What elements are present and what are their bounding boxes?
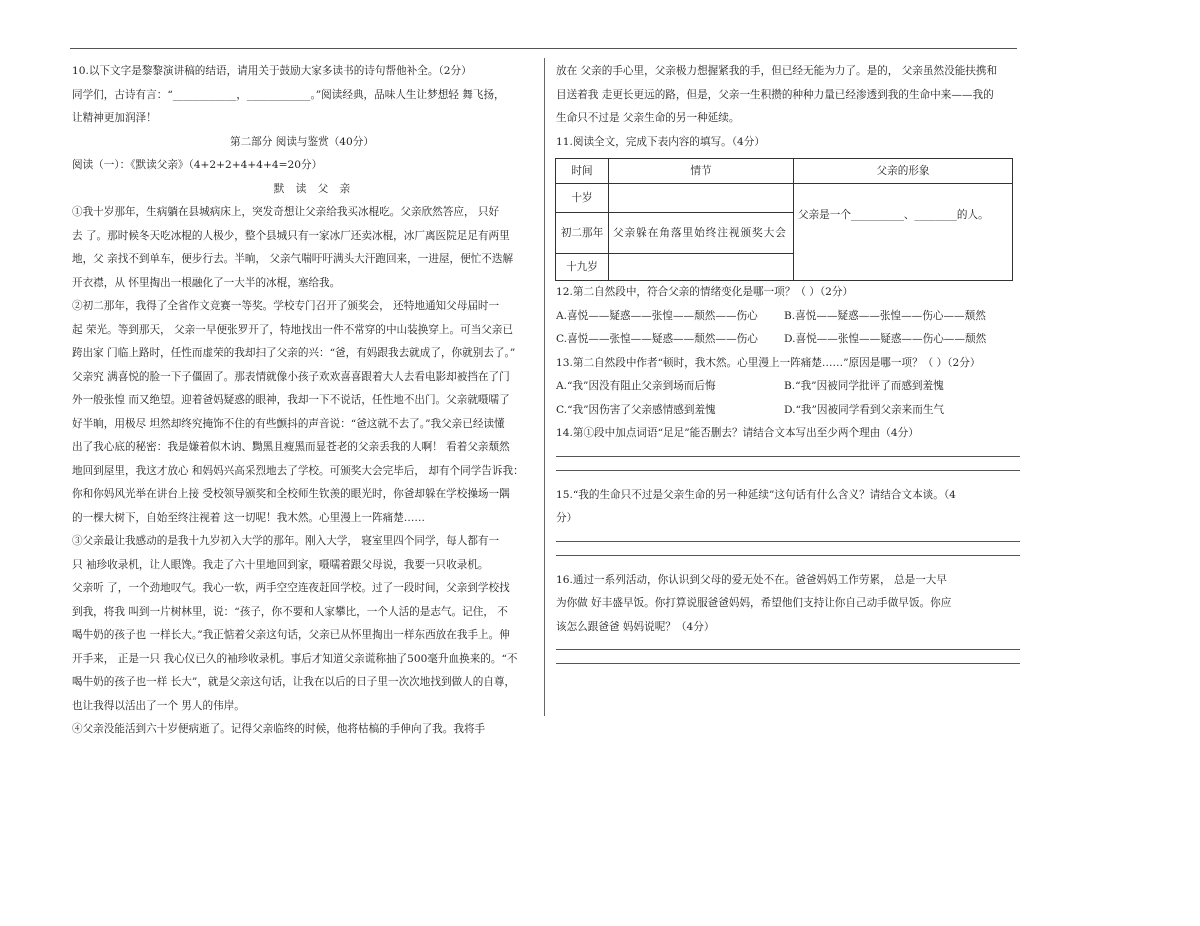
q10-line: 同学们，古诗有言：“____________，____________。”阅读经典，品味人生让梦想轻 舞飞扬， [72, 88, 505, 101]
q13-option-c[interactable]: C.“我”因伤害了父亲感情感到羞愧 [556, 403, 716, 416]
passage-line: 到我，将我 叫到一片树林里，说：“孩子，你不要和人家攀比，一个人活的是志气。记住， 不 [72, 605, 508, 618]
table-header-image: 父亲的形象 [794, 159, 1013, 184]
table-plot-cell[interactable] [609, 254, 794, 281]
q16-answer-line[interactable] [556, 649, 1020, 650]
table-header-row [556, 159, 1013, 184]
table-row [556, 184, 1013, 213]
q13-option-d[interactable]: D.“我”因被同学看到父亲来而生气 [784, 403, 945, 416]
passage-line: ②初二那年，我得了全省作文竞赛一等奖。学校专门召开了颁奖会， 还特地通知父母届时一 [72, 300, 500, 312]
q12-option-a[interactable]: A.喜悦——疑惑——张惶——颓然——伤心 [556, 309, 758, 322]
passage-line: 开衣襟，从 怀里掏出一根融化了一大半的冰棍，塞给我。 [72, 276, 341, 289]
column-divider [544, 58, 545, 716]
passage-line: 你和你妈风光举在讲台上接 受校领导颁奖和全校师生钦羡的眼光时，你爸却躲在学校操场一隅 [72, 488, 510, 500]
passage-line: 跨出家 门临上路时，任性而虚荣的我却扫了父亲的兴：“爸，有妈跟我去就成了，你就别去了。” [72, 347, 516, 359]
passage-line: 的一棵大树下，自始至终注视着 这一切呢！我木然。心里漫上一阵痛楚…… [72, 511, 425, 524]
q11-table [555, 158, 1013, 281]
q11-prompt: 11.阅读全文，完成下表内容的填写。（4分） [556, 135, 765, 148]
q13-options-row [556, 375, 1022, 399]
table-header-time: 时间 [556, 159, 609, 184]
q15-prompt: 15.“我的生命只不过是父亲生命的另一种延续”这句话有什么含义？请结合文本谈。（4 [556, 488, 956, 501]
passage-line: 外一般张惶 而又绝望。迎着爸妈疑惑的眼神，我却一下不说话，任性地不出门。父亲就嗫嚅了 [72, 394, 510, 406]
q12-option-b[interactable]: B.喜悦——疑惑——张惶——伤心——颓然 [784, 309, 986, 322]
right-column [556, 60, 1022, 677]
passage-line: 起 荣光。等到那天， 父亲一早便张罗开了，特地找出一件不常穿的中山装换穿上。可当父亲已 [72, 323, 514, 336]
table-image-cell[interactable]: 父亲是一个__________、________的人。 [794, 184, 1013, 281]
passage-line: 地回到屋里，我这才放心 和妈妈兴高采烈地去了学校。可颁奖大会完毕后， 却有个同学告诉我： [72, 464, 524, 477]
q16-answer-line[interactable] [556, 663, 1020, 664]
q14-answer-line[interactable] [556, 470, 1020, 471]
q15-prompt: 分） [556, 512, 578, 524]
table-time-cell: 十岁 [556, 184, 609, 213]
passage-cont-line: 生命只不过是 父亲生命的另一种延续。 [556, 112, 740, 124]
passage-line: 也让我得以活出了一个 男人的伟岸。 [72, 699, 245, 712]
q12-option-d[interactable]: D.喜悦——张惶——疑惑——伤心——颓然 [784, 333, 987, 345]
q14-answer-line[interactable] [556, 456, 1020, 457]
table-plot-cell: 父亲躲在角落里始终注视颁奖大会 [609, 213, 794, 254]
table-time-cell: 初二那年 [556, 213, 609, 254]
passage-line: 开手来， 正是一只 我心仪已久的袖珍收录机。事后才知道父亲谎称抽了500毫升血换来的。“不 [72, 652, 518, 665]
table-plot-cell[interactable] [609, 184, 794, 213]
section-title: 第二部分 阅读与鉴赏（40分） [230, 135, 374, 148]
passage-line: ④父亲没能活到六十岁便病逝了。记得父亲临终的时候，他将枯槁的手伸向了我。我将手 [72, 723, 486, 735]
q12-option-c[interactable]: C.喜悦——张惶——疑惑——颓然——伤心 [556, 333, 758, 345]
q16-prompt: 16.通过一系列活动，你认识到父母的爱无处不在。爸爸妈妈工作劳累， 总是一大早 [556, 573, 947, 586]
q15-answer-line[interactable] [556, 555, 1020, 556]
passage-cont-line: 目送着我 走更长更远的路，但是，父亲一生积攒的种种力量已经渗透到我的生命中来——我的 [556, 88, 994, 101]
reading-header: 阅读（一）：《默读父亲》（4+2+2+4+4+4=20分） [72, 159, 323, 171]
passage-line: 好半晌，用极尽 坦然却终究掩饰不住的有些颤抖的声音说：“爸这就不去了。”我父亲已经读懂 [72, 417, 505, 430]
passage-line: 出了我心底的秘密：我是嫌着似木讷、黝黑且瘦黑而显苍老的父亲丢我的人啊！ 看着父亲颓然 [72, 441, 510, 453]
q13-option-b[interactable]: B.“我”因被同学批评了而感到羞愧 [784, 380, 944, 392]
q16-prompt: 为你做 好丰盛早饭。你打算说服爸爸妈妈，希望他们支持让你自己动手做早饭。你应 [556, 597, 952, 609]
passage-line: 父亲听 了，一个劲地叹气。我心一软，两手空空连夜赶回学校。过了一段时间，父亲到学校找 [72, 582, 510, 594]
passage-line: 只 袖珍收录机，让人眼馋。我走了六十里地回到家，嗫嚅着跟父母说，我要一只收录机。 [72, 558, 489, 571]
q12-prompt: 12.第二自然段中，符合父亲的情绪变化是哪一项？（ ）（2分） [556, 286, 854, 298]
top-rule [70, 48, 1017, 49]
q13-options-row [556, 399, 1022, 423]
passage-line: 父亲究 满喜悦的脸一下子僵固了。那表情就像小孩子欢欢喜喜跟着大人去看电影却被挡在了门 [72, 370, 510, 383]
passage-line: ①我十岁那年，生病躺在县城病床上，突发奇想让父亲给我买冰棍吃。父亲欣然答应， 只好 [72, 206, 500, 218]
left-column [72, 60, 532, 742]
passage-line: ③父亲最让我感动的是我十九岁初入大学的那年。刚入大学， 寝室里四个同学，每人都有一 [72, 535, 500, 547]
q13-option-a[interactable]: A.“我”因没有阻止父亲到场而后悔 [556, 380, 716, 392]
q13-prompt: 13.第二自然段中作者“顿时，我木然。心里漫上一阵痛楚……”原因是哪一项？（ ）（2分） [556, 356, 981, 369]
q12-options-row [556, 328, 1022, 352]
passage-line: 喝牛奶的孩子也 一样长大。”我正惦着父亲这句话，父亲已从怀里掏出一样东西放在我手上。伸 [72, 629, 510, 641]
passage-line: 地，父 亲找不到单车，便步行去。半晌， 父亲气喘吁吁满头大汗跑回来，一进屋，便忙不迭解 [72, 253, 514, 265]
table-header-plot: 情节 [609, 159, 794, 184]
passage-line: 喝牛奶的孩子也一样 长大”，就是父亲这句话，让我在以后的日子里一次次地找到做人的自尊， [72, 676, 516, 688]
q15-answer-line[interactable] [556, 541, 1020, 542]
q12-options-row [556, 305, 1022, 329]
passage-cont-line: 放在 父亲的手心里，父亲极力想握紧我的手，但已经无能为力了。是的， 父亲虽然没能扶携和 [556, 65, 998, 77]
passage-line: 去 了。那时候冬天吃冰棍的人极少，整个县城只有一家冰厂还卖冰棍，冰厂离医院足足有两里 [72, 229, 510, 242]
q14-prompt: 14.第①段中加点词语“足足”能否删去？请结合文本写出至少两个理由（4分） [556, 427, 919, 439]
q10-line: 让精神更加润泽！ [72, 112, 157, 124]
q10-line: 10.以下文字是黎黎演讲稿的结语，请用关于鼓励大家多读书的诗句帮他补全。（2分） [72, 65, 472, 77]
table-time-cell: 十九岁 [556, 254, 609, 281]
passage-title: 默 读 父 亲 [273, 182, 355, 195]
q16-prompt: 该怎么跟爸爸 妈妈说呢？（4分） [556, 620, 715, 633]
